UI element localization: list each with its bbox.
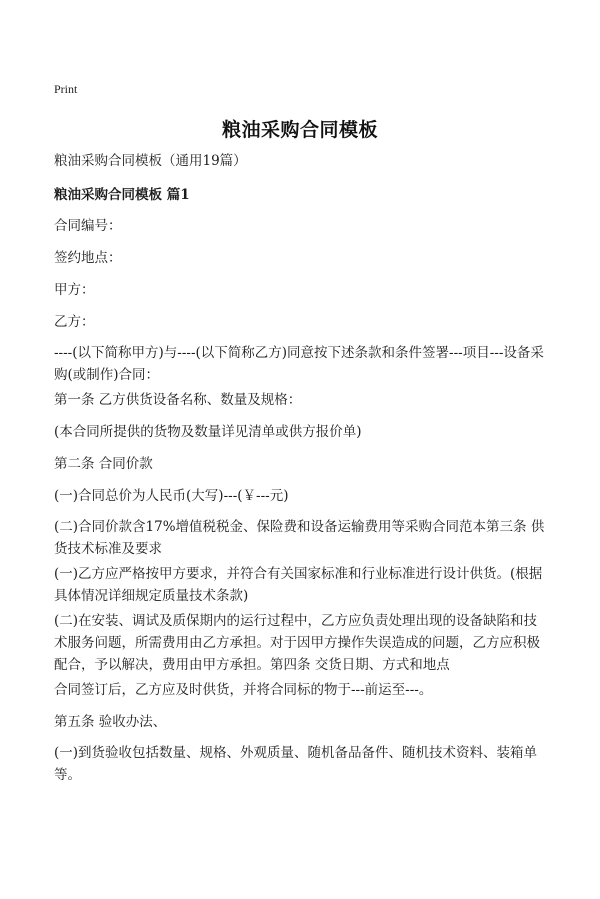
paragraph-article-2: 第二条 合同价款 [54, 456, 153, 472]
paragraph-party-b: 乙方： [54, 314, 95, 330]
paragraph-delivery: 合同签订后，乙方应及时供货，并将合同标的物于---前运至---。 [54, 682, 433, 698]
document-subtitle: 粮油采购合同模板（通用19篇） [54, 153, 247, 169]
paragraph-signing-location: 签约地点： [54, 250, 122, 266]
paragraph-article-1: 第一条 乙方供货设备名称、数量及规格： [54, 392, 302, 408]
paragraph-price-includes: (二)合同价款含17%增值税税金、保险费和设备运输费用等采购合同范本第三条 供货技术标准及要求 [54, 519, 545, 557]
paragraph-warranty-service: (二)在安装、调试及质保期内的运行过程中，乙方应负责处理出现的设备缺陷和技术服务问题，所需费用由乙方承担。对于因甲方操作失误造成的问题，乙方应积极配合，予以解决，费用由甲方承担。第四条 交货日期、方式和地点 [54, 613, 540, 673]
paragraph-total-price: (一)合同总价为人民币(大写)---(￥---元) [54, 488, 289, 504]
document-title: 粮油采购合同模板 [221, 119, 378, 141]
paragraph-party-a: 甲方： [54, 282, 95, 298]
paragraph-acceptance: (一)到货验收包括数量、规格、外观质量、随机备品备件、随机技术资料、装箱单等。 [54, 745, 538, 783]
print-label: Print [54, 82, 78, 96]
paragraph-quality-standards: (一)乙方应严格按甲方要求，并符合有关国家标准和行业标准进行设计供货。(根据具体情况详细规定质量技术条款) [54, 566, 543, 604]
paragraph-article-5: 第五条 验收办法、 [54, 714, 167, 730]
section-heading: 粮油采购合同模板 篇1 [54, 187, 190, 203]
paragraph-intro: ----(以下简称甲方)与----(以下简称乙方)同意按下述条款和条件签署---项目---设备采购(或制作)合同： [54, 345, 544, 383]
paragraph-contract-number: 合同编号： [54, 218, 122, 234]
paragraph-goods-note: (本合同所提供的货物及数量详见清单或供方报价单) [54, 424, 362, 440]
